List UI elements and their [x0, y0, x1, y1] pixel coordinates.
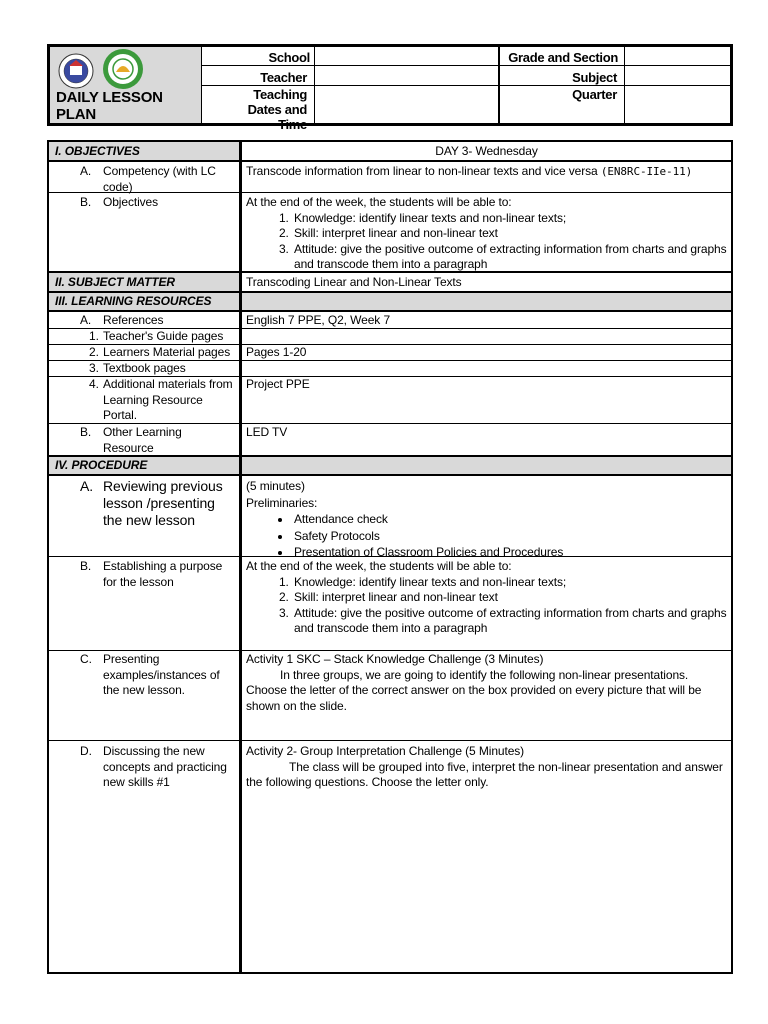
- teacher-label: Teacher: [260, 70, 307, 85]
- purpose-list: [246, 575, 728, 637]
- procedure-b-label: Establishing a purpose for the lesson: [103, 559, 223, 589]
- grade-section-label: Grade and Section: [508, 50, 618, 65]
- references-label: References: [103, 313, 164, 327]
- objectives-letter: B.: [80, 195, 92, 209]
- preliminary-item: • Safety Protocols: [292, 528, 728, 545]
- resources-heading: III. LEARNING RESOURCES: [55, 294, 212, 308]
- deped-seal-icon: [58, 53, 94, 89]
- other-resource-label: Other Learning Resource: [103, 425, 182, 455]
- objectives-intro: At the end of the week, the students will be able to:: [246, 195, 512, 209]
- objectives-heading: I. OBJECTIVES: [55, 144, 140, 158]
- school-label: School: [268, 50, 310, 65]
- procedure-b-letter: B.: [80, 559, 92, 573]
- header-divider: [201, 65, 730, 66]
- references-value: English 7 PPE, Q2, Week 7: [246, 313, 391, 327]
- teachers-guide-label: Teacher's Guide pages: [103, 329, 224, 343]
- purpose-item: 1. Knowledge: identify linear texts and non-linear texts;: [292, 575, 728, 591]
- objectives-label: Objectives: [103, 195, 159, 209]
- objective-item: 1. Knowledge: identify linear texts and non-linear texts;: [292, 211, 728, 227]
- row-divider: [49, 160, 731, 162]
- header-divider: [201, 85, 730, 86]
- textbook-number: 3.: [89, 361, 99, 375]
- row-divider: [49, 310, 731, 312]
- division-seal-icon: [102, 48, 144, 90]
- learners-material-number: 2.: [89, 345, 99, 359]
- learners-material-label: Learners Material pages: [103, 345, 231, 359]
- additional-materials-number: 4.: [89, 377, 99, 391]
- day-label: DAY 3- Wednesday: [435, 144, 538, 158]
- competency-label: Competency (with LC code): [103, 164, 216, 194]
- subject-matter-value: Transcoding Linear and Non-Linear Texts: [246, 275, 462, 289]
- row-divider: [49, 291, 731, 293]
- preliminaries-list: [246, 511, 728, 561]
- competency-letter: A.: [80, 164, 92, 178]
- activity-1-title: Activity 1 SKC – Stack Knowledge Challenge (3 Minutes): [246, 652, 544, 666]
- header-table: [47, 44, 733, 132]
- procedure-b-intro: At the end of the week, the students will be able to:: [246, 559, 512, 573]
- purpose-item: 3. Attitude: give the positive outcome of extracting information from charts and graphs and transcode them into a paragraph: [292, 606, 728, 637]
- other-resource-letter: B.: [80, 425, 92, 439]
- preliminary-item: • Attendance check: [292, 511, 728, 528]
- activity-1-body: In three groups, we are going to identify the following non-linear presentations. Choose the letter of the correct answer on the box provided on every picture that will be shown on the slide.: [246, 667, 702, 713]
- objectives-list: [246, 211, 728, 273]
- column-divider: [239, 142, 242, 972]
- row-divider: [49, 650, 731, 651]
- other-resource-value: LED TV: [246, 425, 288, 439]
- activity-2-body: The class will be grouped into five, interpret the non-linear presentation and answer the following questions. Choose the letter only.: [246, 759, 723, 789]
- procedure-a-label: Reviewing previous lesson /presenting the new lesson: [103, 478, 223, 528]
- procedure-b-content: [246, 559, 728, 637]
- subject-matter-heading: II. SUBJECT MATTER: [55, 275, 175, 289]
- subject-label: Subject: [572, 70, 617, 85]
- procedure-c-letter: C.: [80, 652, 92, 666]
- procedure-d-letter: D.: [80, 744, 92, 758]
- preliminary-item: • Presentation of Classroom Policies and Procedures: [292, 544, 728, 561]
- procedure-a-prelim: Preliminaries:: [246, 495, 318, 510]
- lesson-table: [47, 140, 733, 974]
- additional-materials-value: Project PPE: [246, 377, 310, 391]
- competency-code: (EN8RC-IIe-11): [600, 165, 693, 178]
- row-divider: [49, 474, 731, 476]
- teaching-dates-label: Teaching Dates and Time: [247, 87, 307, 132]
- activity-2-title: Activity 2- Group Interpretation Challenge (5 Minutes): [246, 744, 525, 758]
- procedure-a-content: [246, 478, 728, 561]
- objective-item: 2. Skill: interpret linear and non-linear text: [292, 226, 728, 242]
- procedure-a-time: (5 minutes): [246, 479, 305, 493]
- header-logo-cell: [50, 47, 202, 123]
- objectives-content: [246, 195, 728, 273]
- competency-description: Transcode information from linear to non-linear texts and vice versa: [246, 164, 598, 178]
- page-title: DAILY LESSON PLAN: [56, 89, 163, 123]
- competency-text: [246, 164, 726, 180]
- procedure-section-bg: [49, 457, 731, 474]
- procedure-d-content: [246, 744, 728, 791]
- teachers-guide-number: 1.: [89, 329, 99, 343]
- procedure-c-label: Presenting examples/instances of the new lesson.: [103, 652, 220, 697]
- references-letter: A.: [80, 313, 92, 327]
- additional-materials-label: Additional materials from Learning Resource Portal.: [103, 377, 233, 422]
- procedure-c-content: [246, 652, 728, 714]
- procedure-heading: IV. PROCEDURE: [55, 458, 148, 472]
- learners-material-value: Pages 1-20: [246, 345, 307, 359]
- row-divider: [49, 740, 731, 741]
- procedure-d-label: Discussing the new concepts and practicing new skills #1: [103, 744, 227, 789]
- procedure-a-letter: A.: [80, 478, 94, 494]
- objective-item: 3. Attitude: give the positive outcome of extracting information from charts and graphs and transcode them into a paragraph: [292, 242, 728, 273]
- textbook-label: Textbook pages: [103, 361, 186, 375]
- quarter-label: Quarter: [572, 87, 617, 102]
- purpose-item: 2. Skill: interpret linear and non-linear text: [292, 590, 728, 606]
